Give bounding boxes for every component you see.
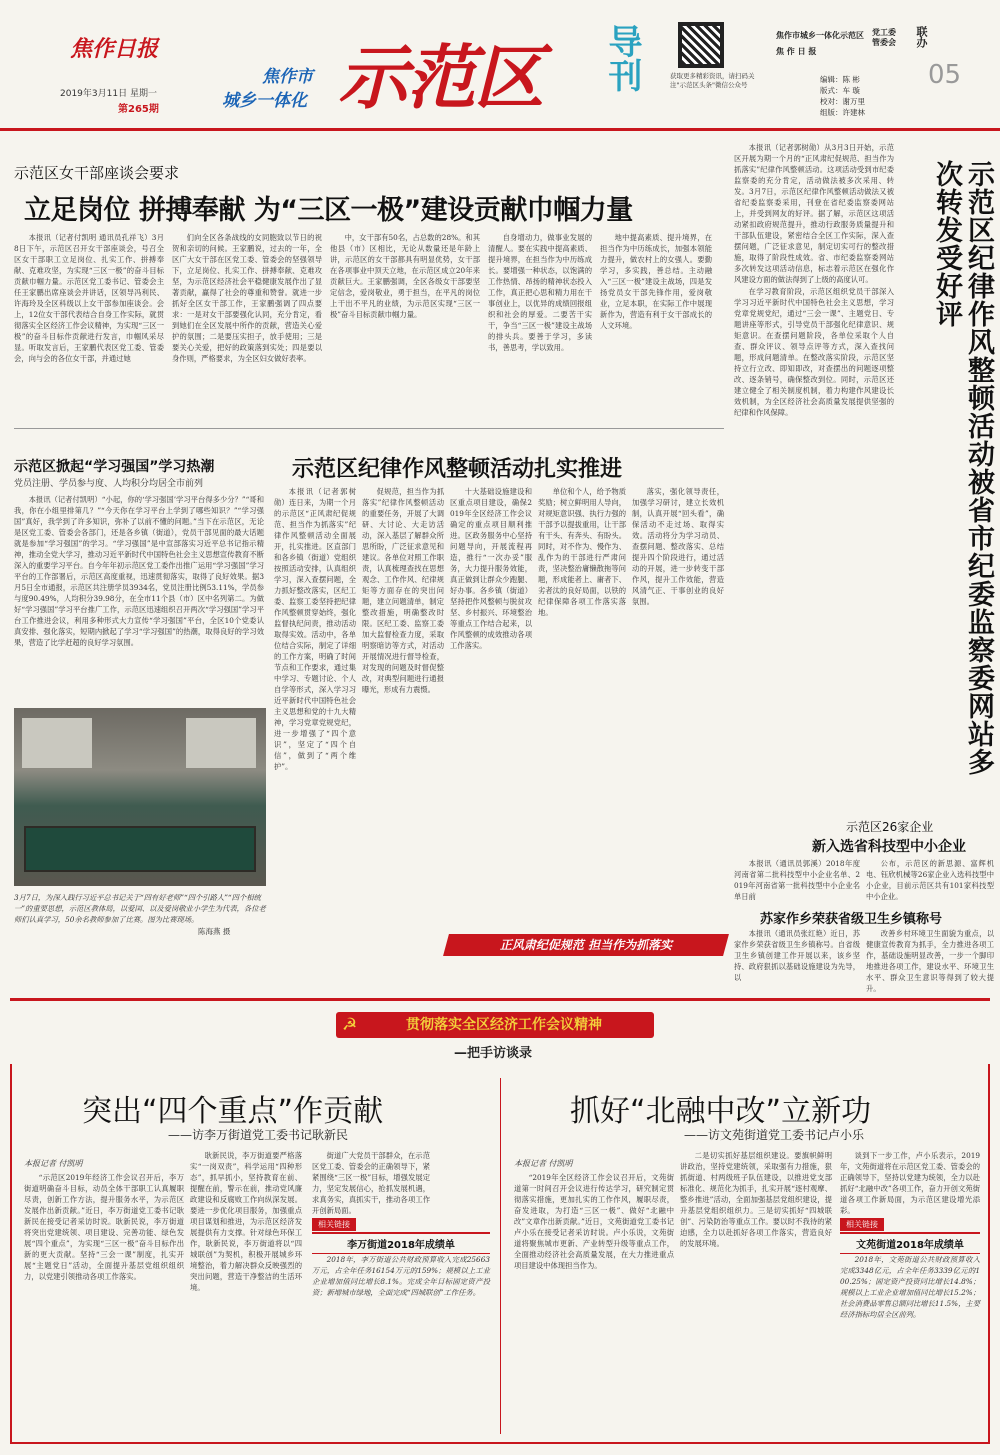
article3-headline: 示范区纪律作风整顿活动扎实推进: [292, 457, 623, 482]
feature-banner-title: 贯彻落实全区经济工作会议精神: [406, 1017, 602, 1033]
article3-col1: 本报讯（记者郭树勋）连日来，为期一个月的示范区“正风肃纪促规范、担当作为抓落实”纪律作风整顿活动全面展开，扎实推进。区直部门和各乡镇（街道）党组织按照活动安排，认真组织学习，深入查摆问题，全力抓好整改落实，区纪工委、监察工委坚持把纪律作风整顿贯穿始终，强化监督执纪问责，推动活动取得实效。活动中，各单位结合实际，制定了详细的工作方案，明确了时间节点和工作要求，通过集中学习、专题讨论、个人自学等形式，深入学习习近平新时代中国特色社会主义思想和党的十九大精神，学习党章党规党纪，进一步增强了“四个意识”，坚定了“四个自信”，做到了“两个维护”。: [274, 487, 356, 771]
feature-banner-sub: —把手访谈录: [454, 1046, 533, 1061]
article4-body: 本报讯（记者郭树勋）从3月3日开始，示范区开展为期一个月的“正风肃纪促规范、担当作为抓落实”纪律作风整顿活动。这项活动受到市纪委监察委的充分肯定，活动做法被多次采用、转发。3月7日，示范区纪律作风整顿活动做法又被省纪委监察委采用，刊登在省纪委监察委网站上，并受到网友的好评。据了解，示范区这项活动紧扣政府规范提升，推动行政服务质量提升和干部队伍建设，紧密结合全区工作实际，深入查摆问题，广泛征求意见，制定切实可行的整改措施，取得了阶段性成效。省、市纪委监察委网站多次转发这项活动信息，标志着示范区在强化作风建设方面的做法得到了上级的高度认可。 在学习教育阶段，示范区组织党员干部深入学习习近平新时代中国特色社会主义思想，学习党章党规党纪，通过“三会一课”、主题党日、专题讲座等形式，引导党员干部强化纪律意识、规矩意识。在查摆问题阶段，各单位采取个人自查、群众评议、领导点评等方式，深入查找问题，形成问题清单。在整改落实阶段，示范区坚持立行立改、即知即改，对查摆出的问题逐项整改、逐条销号，确保整改到位。同时，示范区还建立健全了相关制度机制，着力构建作风建设长效机制，为全区经济社会高质量发展提供坚强的纪律和作风保障。: [734, 143, 894, 417]
sponsor-1: 焦作市城乡一体化示范区: [776, 31, 864, 40]
article5-headline-1: 示范区26家企业: [846, 820, 934, 834]
article5-col2: 公布，示范区的新思源、富辉机电、钰欣机械等26家企业入选科技型中小企业，目前示范区共有101家科技型中小企业。: [866, 859, 994, 901]
article5-headline-2: 新入选省科技型中小企业: [812, 839, 966, 855]
region-title: 示范区: [338, 37, 542, 119]
article2-photo-caption: 3月7日，为深入践行习近平总书记关于“四有好老师”“四个引路人”“四个相统一”的重要思想，示范区教体局，以爱国、以及爱岗敬业小学生为代表，各位老师们认真学习，50余名教师参加了比赛。图为比赛现场。: [14, 893, 266, 924]
feature-right-col2: 二是切实抓好基层组织建设。要旗帜鲜明讲政治，坚持党建统领，采取强有力措施，狠抓街道、村两级班子队伍建设，以推进党支部标准化、规范化为抓手，扎实开展“逐村观摩、整乡推进”活动，全面加强基层党组织建设，提升基层党组织组织力。三是切实抓好“四城联创”、污染防治等重点工作。要以时不我待的紧迫感，全力以赴抓好各项工作落实，营造良好的发展环境。: [680, 1151, 832, 1248]
feature-right-tag: [840, 1212, 884, 1231]
feature-right-byline: 本报记者 付凯明: [514, 1159, 573, 1168]
divider: [14, 428, 724, 429]
slogan-city: 焦作市: [262, 67, 313, 87]
feature-left-box-title: 李万街道2018年成绩单: [312, 1232, 490, 1254]
editor-line: 版式：车 璇: [820, 86, 860, 95]
feature-left-box: 2018年，李万街道公共财政预算收入完成25663万元，占全年任务16154万元的159%；规模以上工业企业增加值同比增长8.1%。完成全年目标固定资产投资；新增城市绿地，全面完成“四城联创”工作任务。: [312, 1255, 490, 1297]
editor-line: 校对：谢万里: [820, 97, 865, 106]
article3-col2: 促规范，担当作为抓落实”纪律作风整顿活动的重要任务，开展了大调研、大讨论、大走访活动，深入基层了解群众所思所盼，广泛征求意见和建议。各单位对照工作职责，认真梳理查找在思想观念、工作作风、纪律规矩等方面存在的突出问题，建立问题清单，制定整改措施，明确整改时限。区纪工委、监察工委加大监督检查力度，采取明察暗访等方式，对活动开展情况进行督导检查，对发现的问题及时督促整改，对典型问题进行通报曝光，形成有力震慑。: [362, 487, 444, 694]
article3-col5: 落实，强化领导责任，加强学习研讨，建立长效机制，认真开展“回头看”，确保活动不走过场、取得实效。活动将分为学习动员、查摆问题、整改落实、总结提升四个阶段进行，通过活动的开展，进一步转变干部作风，提升工作效能，营造风清气正、干事创业的良好氛围。: [632, 487, 724, 606]
article2-photo: [14, 708, 266, 886]
window: [22, 718, 92, 768]
feature-left-col1: “示范区2019年经济工作会议召开后，李万街道明确奋斗目标，动员全体干部职工认真履职尽责，创新工作方法，提升服务水平，为示范区发展作出新贡献。”近日，李万街道党工委书记耿新民在接受记者采访时说。耿新民说，李万街道将突出党建统领、项目建设、完善功能、绿色发展“四个重点”，为实现“三区一极”奋斗目标作出新的更大贡献。坚持“三会一课”制度，扎实开展“主题党日”活动，全面提升基层党组织组织力，以党建引领推动各项工作落实。: [24, 1173, 184, 1281]
feature-left-byline: 本报记者 付凯明: [24, 1159, 83, 1168]
editor-list: [820, 74, 865, 118]
article1-col4: 自身增动力，做事业发展的清醒人。要在实践中提高素质、提升境界，在担当作为中历练成长。要增强一种状态，以饱满的工作热情、昂扬的精神状态投入工作，真正把心思和精力用在干事创业上，以优异的成绩回报组织和社会的厚爱。二要苦干实干，争当“三区一极”建设主战场的排头兵。要善于学习，多读书，善思考，学以致用。: [488, 233, 592, 352]
article6-col1: 本报讯（通讯员张红艳）近日，苏家作乡荣获省级卫生乡镇称号。自省级卫生乡镇创建工作开展以来，该乡坚持、政府狠抓以基础设施建设为先导，以: [734, 929, 860, 982]
article6-col2: 改善乡村环境卫生面貌为重点，以健康宣传教育为抓手，全力推进各项工作，基础设施明显改善，一步一个脚印地推进各项工作，建设水平、环境卫生水平、群众卫生意识等得到了较大提升。: [866, 929, 994, 993]
article3-col3: 十大基础设施建设和区重点项目建设，确保2019年全区经济工作会议确定的重点项目顺利推进。区政务服务中心坚持问题导向，开展流程再造，推行“一次办妥”服务，大力提升服务效能，真正做到让群众少跑腿、好办事。各乡镇（街道）坚持把作风整顿与脱贫攻坚、乡村振兴、环境整治等重点工作结合起来，以作风整顿的成效推动各项工作落实。: [450, 487, 532, 650]
sponsor-4: 联办: [915, 26, 928, 48]
related-link-tag: 相关链接: [840, 1218, 884, 1231]
feature-right-col3: 谈到下一步工作，卢小乐表示，2019年，文苑街道将在示范区党工委、管委会的正确领导下，坚持以党建为统领，全力以赴抓好“北融中改”各项工作，奋力开创文苑街道各项工作新局面，为示范区建设增光添彩。: [840, 1151, 980, 1215]
article2-body: 本报讯（记者付凯明）“小起，你的‘学习强国’学习平台得多少分？”“哥和我，你在小组里排第几？”“今天你在学习平台上学到了哪些知识？”“学习强国”真好，我学到了许多知识，弥补了以前不懂的问题。”当下在示范区，无论是区党工委、管委会各部门，还是各乡镇（街道），党员干部见面的最大话题就是参加“学习强国”的学习。“学习强国”是中宣部落实习近平总书记指示精神，推动全党大学习，推动习近平新时代中国特色社会主义思想宣传教育不断深入的重要学习平台。自今年年初示范区党工委作出推广运用“学习强国”学习平台的工作部署后，示范区高度重视，迅速贯彻落实，取得了良好效果。据3月5日全市通报，示范区共注册学员3934名，党员注册比例53.11%，学员参与度90.49%，人均积分39.98分，在全市11个县（市）区中名列第二。为做好“学习强国”学习平台推广工作，示范区迅速组织召开两次“学习强国”学习平台工作推进会议，利用多种形式大力宣传“学习强国”平台，全区10个党委认真安排、强化落实，短期内掀起了学习“学习强国”的热潮，取得良好的学习效果，营造了比学赶超的良好学习氛围。: [14, 495, 264, 647]
qr-code[interactable]: [678, 22, 724, 68]
feature-left-headline: 突出“四个重点”作贡献: [82, 1094, 384, 1129]
feature-right-sub: ——访文苑街道党工委书记卢小乐: [684, 1128, 865, 1142]
article1-kicker: 示范区女干部座谈会要求: [14, 164, 180, 182]
article3-col4: 单位和个人，给予物质奖励；树立鲜明用人导向，对规矩意识强、执行力强的干部予以提拔重用，让干部有干头、有奔头、有盼头。同时，对不作为、慢作为、乱作为的干部进行严肃问责，坚决整治庸懒散拖等问题，形成能者上、庸者下、劣者汰的良好局面，以铁的纪律保障各项工作落实落地。: [538, 487, 626, 617]
article2-headline: 示范区掀起“学习强国”学习热潮: [14, 459, 215, 475]
feature-banner: [336, 1012, 654, 1038]
party-emblem-icon: ☭: [342, 1015, 358, 1035]
editor-line: 组版：许建林: [820, 108, 865, 117]
sponsor-3: 党工委管委会: [872, 28, 896, 47]
article5-col1: 本报讯（通讯员郭溪）2018年度河南省第二批科技型中小企业名单、2019年河南省第一批科技型中小企业名单日前: [734, 859, 860, 901]
page-number: 05: [928, 60, 962, 90]
feature-center-divider: [500, 1078, 501, 1434]
article2-photo-credit: 陈海燕 摄: [198, 927, 231, 936]
guide-title: 导刊: [602, 24, 642, 92]
article3-banner-text: 正风肃纪促规范 担当作为抓落实: [499, 938, 673, 952]
article6-headline: 苏家作乡荣获省级卫生乡镇称号: [760, 912, 943, 927]
feature-right-box-title: 文苑街道2018年成绩单: [840, 1232, 980, 1254]
article2-subhead: 党员注册、学员参与度、人均积分均居全市前列: [14, 479, 204, 489]
feature-left-tag: [312, 1212, 356, 1231]
paper-logo: 焦作日报: [70, 36, 159, 62]
editor-line: 编辑：陈 彬: [820, 75, 860, 84]
masthead: [0, 0, 1000, 130]
issue-number: 第265期: [118, 104, 159, 115]
masthead-rule: [0, 128, 1000, 131]
feature-right-headline: 抓好“北融中改”立新功: [570, 1094, 872, 1129]
article1-col1: 本报讯（记者付凯明 通讯员孔祥飞）3月8日下午，示范区召开女干部座谈会，号召全区女干部职工立足岗位、扎实工作、拼搏奉献、克难攻坚，为实现“三区一极”的奋斗目标贡献巾帼力量。示范区党工委书记、管委会主任王家鹏出席座谈会并讲话，区领导冯利民、许海玲及全区科级以上女干部参加座谈会。会上，12位女干部代表结合自身工作实际，就贯彻落实全区经济工作会议精神，为实现“三区一极”的奋斗目标作贡献进行发言，巾帼风采尽显。听取发言后，王家鹏代表区党工委、管委会，向与会的各位女干部，并通过她: [14, 233, 164, 363]
sponsor-2: 焦 作 日 报: [776, 47, 817, 56]
related-link-tag: 相关链接: [312, 1218, 356, 1231]
article1-col3: 中，女干部有50名，占总数的28%。和其他县（市）区相比，无论从数量还是年龄上讲，示范区的女干部都具有明显优势，女干部在各项事业中顶天立地，在示范区成立20年来贡献巨大。王家鹏强调，全区各级女干部要坚定信念，爱岗敬业，勇于担当，在平凡的岗位上干出不平凡的业绩，为示范区实现“三区一极”奋斗目标贡献巾帼力量。: [330, 233, 480, 319]
slogan-integration: 城乡一体化: [222, 91, 307, 111]
feature-left-sub: ——访李万街道党工委书记耿新民: [168, 1128, 349, 1142]
article1-col5: 地中提高素质、提升境界，在担当作为中历练成长，加强本领能力提升，做农村上的女强人。要勤学习，多实践，善总结。主动融入“三区一极”建设主战场，四是发扬党员女干部先锋作用，爱岗敬业，立足本职，在实际工作中展现新作为，营造有利于女干部成长的人文环境。: [600, 233, 712, 330]
article1-headline: 立足岗位 拼搏奉献 为“三区一极”建设贡献巾帼力量: [24, 195, 633, 226]
article3-banner: [443, 934, 729, 956]
feature-right-box: 2018年，文苑街道公共财政预算收入完成3348亿元，占全年任务3339亿元的100.25%；固定资产投资同比增长14.8%；规模以上工业企业增加值同比增长15.2%；社会消费品零售总额同比增长11.5%，主要经济指标均居全区前列。: [840, 1255, 980, 1319]
chalkboard: [24, 826, 256, 872]
window: [186, 718, 256, 768]
feature-left-col2: 耿新民说，李万街道要严格落实“一岗双责”，科学运用“四种形态”，抓早抓小，坚持教育在前、提醒在前，警示在前，推动党风廉政建设和反腐败工作向纵深发展。要进一步优化项目服务，加强重点项目谋划和推进，为示范区经济发展提供有力支撑。针对绿色环保工作，耿新民说，李万街道将以“四城联创”为契机，积极开展城乡环境整治，着力解决群众反映强烈的突出问题，营造干净整洁的生活环境。: [190, 1151, 302, 1292]
feature-rule: [10, 998, 990, 1001]
date-line: 2019年3月11日 星期一: [60, 89, 157, 99]
feature-right-col1: “2019年全区经济工作会议召开后，文苑街道第一时间召开会议进行传达学习，研究制定贯彻落实措施，更加扎实的工作作风，履职尽责，奋发进取，为打造“三区一极”、做好“北融中改”文章作出新贡献。”近日，文苑街道党工委书记卢小乐在接受记者采访时说。卢小乐说，文苑街道将聚焦城市更新、产业转型升级等重点工作，全面推动经济社会高质量发展，在大力推进重点项目建设中体现担当作为。: [514, 1173, 674, 1270]
article1-col2: 们向全区各条战线的女同胞致以节日的祝贺和亲切的问候。王家鹏说，过去的一年，全区广大女干部在区党工委、管委会的坚强领导下，立足岗位、扎实工作、拼搏奉献、克难攻坚，为示范区经济社会平稳健康发展作出了显著贡献，赢得了社会的尊重和赞誉。就进一步抓好全区女干部工作，王家鹏强调了四点要求：一是对女干部要强化认同，充分肯定，看到她们在全区发展中所作的贡献，营造关心爱护的氛围；二是要压实担子，放手使用；三是要关心关爱，把好的政策落到实处；四是要以身作则，严格要求，为全区妇女做好表率。: [172, 233, 322, 363]
article4-headline: 示范区纪律作风整顿活动被省市纪委监察委网站多次转发受好评: [931, 160, 994, 776]
qr-caption: 获取更多精彩资讯，请扫码关注"示范区头条"微信公众号: [670, 72, 755, 89]
feature-left-col3: 街道广大党员干部群众，在示范区党工委、管委会的正确领导下，紧紧围绕“三区一极”目标，增强发展定力，坚定发展信心，抢抓发展机遇，求真务实，真抓实干，推动各项工作开创新局面。: [312, 1151, 430, 1215]
